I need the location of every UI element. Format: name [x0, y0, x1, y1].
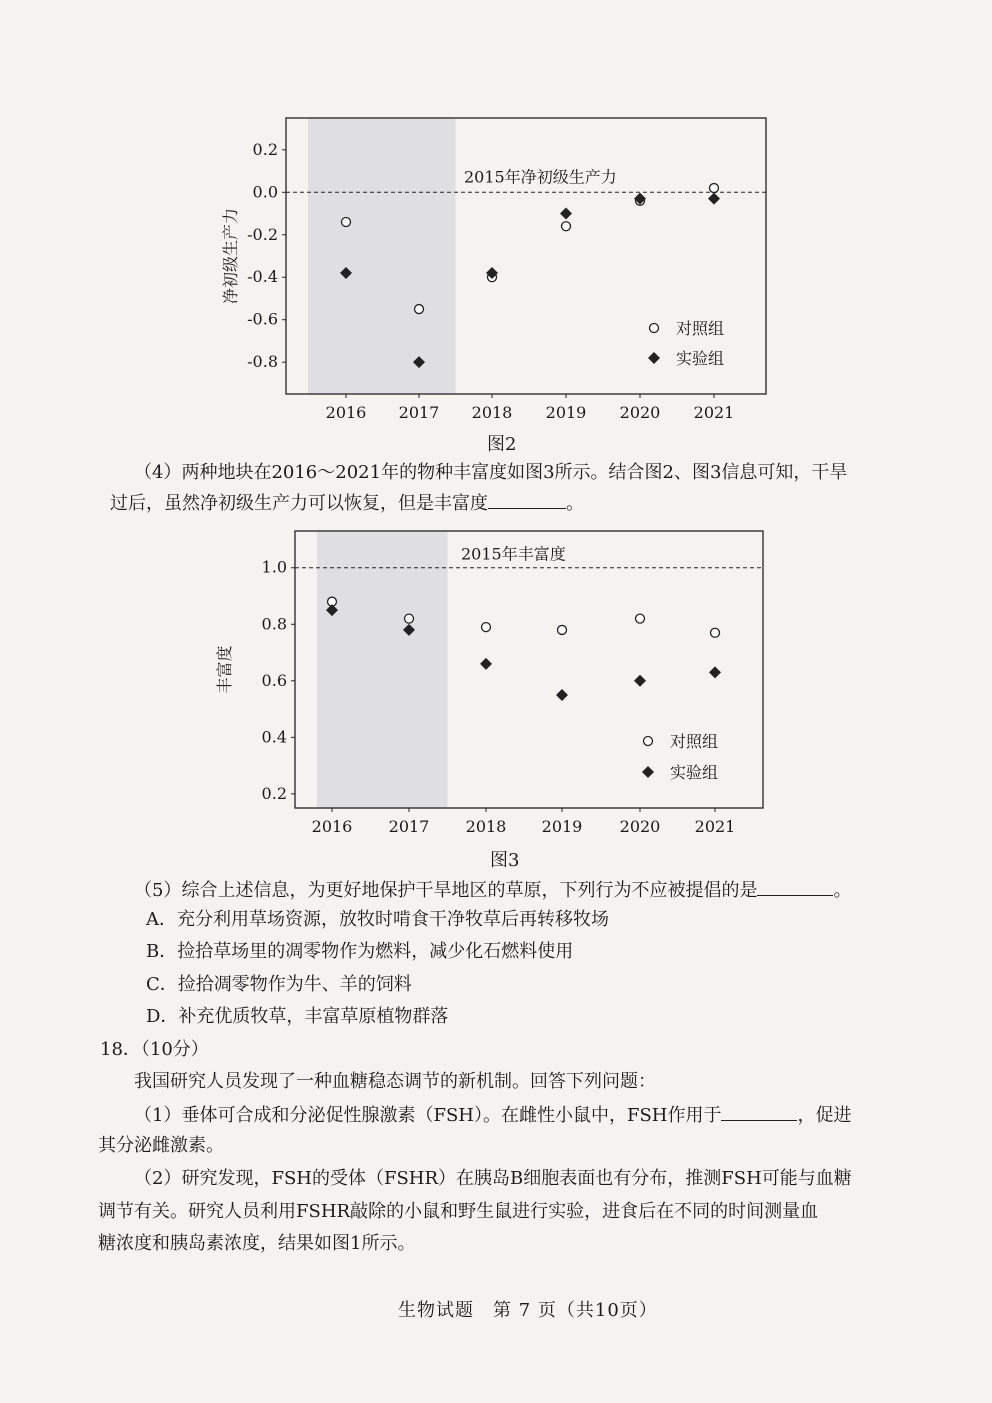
y-tick-label: 0.2 [252, 139, 278, 159]
y-tick-label: -0.4 [247, 267, 278, 287]
answer-blank-q4[interactable] [488, 490, 566, 509]
control-point [482, 623, 491, 632]
question-4-line-2-end: 。 [566, 493, 584, 514]
shaded-region [308, 118, 456, 394]
question-5-stem [134, 877, 851, 903]
shaded-region [317, 531, 448, 808]
figure-2-caption: 图2 [487, 434, 517, 455]
question-18-header: 18．（10分） [100, 1039, 209, 1060]
legend-label: 实验组 [670, 763, 719, 782]
question-5-stem-text: （5）综合上述信息，为更好地保护干旱地区的草原，下列行为不应被提倡的是 [134, 880, 758, 901]
experiment-point [560, 208, 572, 220]
experiment-point [556, 689, 568, 701]
experiment-point [480, 658, 492, 670]
control-point [711, 628, 720, 637]
question-4-line-2-text: 过后，虽然净初级生产力可以恢复，但是丰富度 [110, 493, 488, 514]
y-tick-label: 0.8 [261, 614, 287, 634]
question-18-part-1-after: ，促进 [797, 1105, 852, 1126]
option-c: C．捡拾凋零物作为牛、羊的饲料 [146, 974, 412, 995]
figure-3-chart [200, 525, 780, 855]
control-point [558, 625, 567, 634]
legend-label: 对照组 [676, 319, 725, 338]
x-tick-label: 2018 [471, 403, 513, 422]
control-point [415, 305, 424, 314]
reference-line-label: 2015年丰富度 [461, 544, 566, 564]
answer-blank-q5[interactable] [757, 877, 833, 896]
option-b: B．捡拾草场里的凋零物作为燃料，减少化石燃料使用 [146, 941, 574, 962]
y-tick-label: 0.0 [252, 182, 278, 202]
question-18-part-2-line-3: 糖浓度和胰岛素浓度，结果如图1所示。 [98, 1233, 416, 1254]
question-18-part-1-text: （1）垂体可合成和分泌促性腺激素（FSH）。在雌性小鼠中，FSH作用于 [134, 1105, 722, 1126]
figure-3-caption: 图3 [490, 850, 520, 871]
x-tick-label: 2017 [388, 817, 430, 836]
x-tick-label: 2020 [619, 403, 661, 422]
y-axis-label: 丰富度 [215, 645, 234, 694]
question-18-part-2-line-2: 调节有关。研究人员利用FSHR敲除的小鼠和野生鼠进行实验，进食后在不同的时间测量血 [98, 1201, 819, 1222]
option-d: D．补充优质牧草，丰富草原植物群落 [146, 1006, 449, 1027]
experiment-point [708, 193, 720, 205]
y-tick-label: 1.0 [261, 557, 287, 577]
x-tick-label: 2019 [541, 817, 583, 836]
x-tick-label: 2017 [398, 403, 440, 422]
control-point [562, 222, 571, 231]
figure-2-chart [200, 110, 790, 460]
control-point [710, 184, 719, 193]
legend-marker-control [644, 737, 653, 746]
legend-label: 对照组 [670, 732, 719, 751]
question-18-part-1 [134, 1102, 851, 1128]
x-tick-label: 2021 [693, 403, 735, 422]
question-4-line-1: （4）两种地块在2016～2021年的物种丰富度如图3所示。结合图2、图3信息可知，干旱 [134, 462, 848, 483]
question-5-stem-end: 。 [833, 880, 852, 901]
control-point [405, 614, 414, 623]
experiment-point [634, 675, 646, 687]
y-tick-label: 0.2 [261, 783, 287, 803]
legend-marker-control [650, 324, 659, 333]
question-18-intro: 我国研究人员发现了一种血糖稳态调节的新机制。回答下列问题： [134, 1071, 656, 1092]
question-18-part-1-cont: 其分泌雌激素。 [98, 1135, 224, 1156]
x-tick-label: 2021 [694, 817, 736, 836]
y-tick-label: -0.6 [247, 309, 278, 329]
y-tick-label: -0.8 [247, 352, 278, 372]
answer-blank-q18-1[interactable] [721, 1102, 797, 1121]
y-tick-label: -0.2 [247, 224, 278, 244]
y-tick-label: 0.6 [261, 670, 287, 690]
x-tick-label: 2019 [545, 403, 587, 422]
legend-marker-experiment [642, 766, 654, 778]
legend-label: 实验组 [676, 349, 725, 368]
x-tick-label: 2016 [311, 817, 353, 836]
question-4-line-2 [110, 490, 584, 516]
legend-marker-experiment [648, 352, 660, 364]
x-tick-label: 2016 [325, 403, 367, 422]
x-tick-label: 2018 [465, 817, 507, 836]
question-18-part-2-line-1: （2）研究发现，FSH的受体（FSHR）在胰岛B细胞表面也有分布，推测FSH可能与血糖 [134, 1168, 852, 1189]
control-point [342, 218, 351, 227]
y-axis-label: 净初级生产力 [221, 207, 240, 305]
page-footer: 生物试题 第 7 页（共10页） [398, 1300, 658, 1321]
x-tick-label: 2020 [619, 817, 661, 836]
control-point [636, 614, 645, 623]
reference-line-label: 2015年净初级生产力 [464, 167, 617, 187]
option-a: A．充分利用草场资源，放牧时啃食干净牧草后再转移牧场 [146, 909, 609, 930]
experiment-point [709, 666, 721, 678]
y-tick-label: 0.4 [261, 727, 287, 747]
